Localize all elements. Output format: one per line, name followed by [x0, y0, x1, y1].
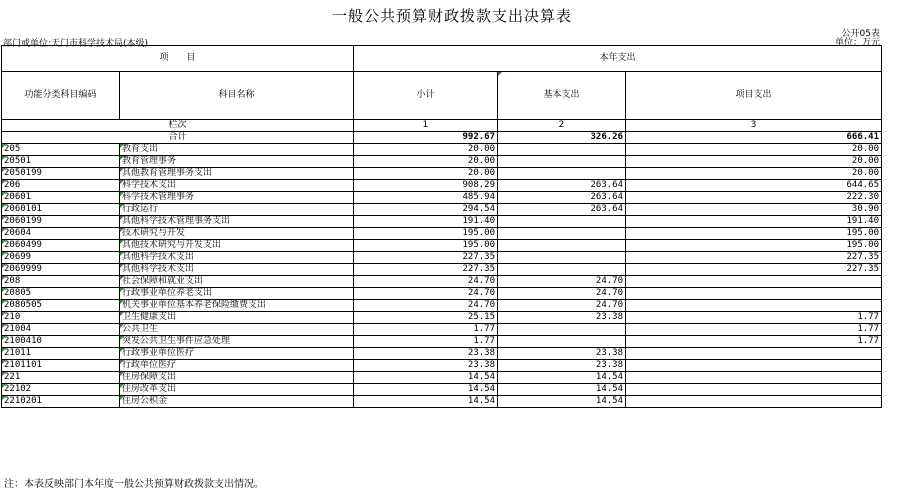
row-basic: 23.38 — [498, 348, 626, 360]
cell-marker — [120, 228, 124, 232]
row-code: 2069999 — [2, 264, 120, 276]
cell-marker — [120, 240, 124, 244]
cell-marker — [120, 348, 124, 352]
row-project: 191.40 — [626, 216, 882, 228]
cell-marker — [2, 384, 6, 388]
cell-marker — [2, 156, 6, 160]
row-basic — [498, 156, 626, 168]
header-expenditure: 本年支出 — [354, 46, 882, 72]
row-code: 206 — [2, 180, 120, 192]
row-project: 1.77 — [626, 312, 882, 324]
row-subject-name: 住房保障支出 — [120, 372, 354, 384]
total-label: 合计 — [2, 132, 354, 144]
cell-marker — [2, 372, 6, 376]
row-code: 20604 — [2, 228, 120, 240]
col-index-2: 2 — [498, 120, 626, 132]
cell-marker — [120, 288, 124, 292]
table-row — [2, 288, 882, 300]
row-project: 227.35 — [626, 264, 882, 276]
cell-marker — [120, 360, 124, 364]
unit-label: 单位：万元 — [834, 38, 880, 48]
table-row — [2, 336, 882, 348]
row-basic: 23.38 — [498, 360, 626, 372]
row-subject-name: 其他技术研究与开发支出 — [120, 240, 354, 252]
row-code: 21004 — [2, 324, 120, 336]
header-func-code: 功能分类科目编码 — [2, 72, 120, 120]
header-basic: 基本支出 — [498, 72, 626, 120]
row-code: 2101101 — [2, 360, 120, 372]
row-subject-name: 行政单位医疗 — [120, 360, 354, 372]
cell-marker — [120, 192, 124, 196]
cell-marker — [120, 168, 124, 172]
row-basic — [498, 144, 626, 156]
table-row — [2, 228, 882, 240]
row-code: 20501 — [2, 156, 120, 168]
row-subject-name: 教育管理事务 — [120, 156, 354, 168]
row-project — [626, 348, 882, 360]
row-subject-name: 卫生健康支出 — [120, 312, 354, 324]
row-project — [626, 372, 882, 384]
row-project — [626, 288, 882, 300]
row-subject-name: 公共卫生 — [120, 324, 354, 336]
row-subtotal: 14.54 — [354, 372, 498, 384]
row-subtotal: 195.00 — [354, 228, 498, 240]
cell-marker — [2, 216, 6, 220]
row-subtotal: 24.70 — [354, 300, 498, 312]
row-project — [626, 276, 882, 288]
cell-marker — [2, 348, 6, 352]
row-subject-name: 行政事业单位养老支出 — [120, 288, 354, 300]
row-subject-name: 住房改革支出 — [120, 384, 354, 396]
col-index-3: 3 — [626, 120, 882, 132]
row-project: 20.00 — [626, 156, 882, 168]
row-basic: 24.70 — [498, 300, 626, 312]
cell-marker — [2, 300, 6, 304]
row-subtotal: 485.94 — [354, 192, 498, 204]
row-basic: 263.64 — [498, 192, 626, 204]
row-subtotal: 24.70 — [354, 276, 498, 288]
row-subject-name: 技术研究与开发 — [120, 228, 354, 240]
cell-marker — [120, 300, 124, 304]
row-subject-name: 机关事业单位基本养老保险缴费支出 — [120, 300, 354, 312]
row-project: 30.90 — [626, 204, 882, 216]
row-subject-name: 其他科学技术支出 — [120, 264, 354, 276]
row-code: 20805 — [2, 288, 120, 300]
cell-marker — [120, 216, 124, 220]
header-subject-name: 科目名称 — [120, 72, 354, 120]
row-subject-name: 其他教育管理事务支出 — [120, 168, 354, 180]
table-row — [2, 204, 882, 216]
row-subject-name: 行政运行 — [120, 204, 354, 216]
row-code: 2100410 — [2, 336, 120, 348]
table-row — [2, 396, 882, 408]
table-row — [2, 276, 882, 288]
table-row — [2, 144, 882, 156]
row-basic: 14.54 — [498, 372, 626, 384]
row-subject-name: 社会保障和就业支出 — [120, 276, 354, 288]
table-row — [2, 312, 882, 324]
row-basic: 14.54 — [498, 396, 626, 408]
cell-marker — [2, 336, 6, 340]
row-project: 1.77 — [626, 336, 882, 348]
row-basic: 24.70 — [498, 288, 626, 300]
row-subtotal: 191.40 — [354, 216, 498, 228]
row-basic — [498, 216, 626, 228]
row-basic: 23.38 — [498, 312, 626, 324]
cell-marker — [2, 180, 6, 184]
cell-marker — [120, 372, 124, 376]
row-code: 2050199 — [2, 168, 120, 180]
row-subject-name: 其他科学技术管理事务支出 — [120, 216, 354, 228]
row-project — [626, 300, 882, 312]
header-project: 项目支出 — [626, 72, 882, 120]
row-subtotal: 14.54 — [354, 396, 498, 408]
row-subject-name: 科学技术支出 — [120, 180, 354, 192]
row-subject-name: 住房公积金 — [120, 396, 354, 408]
row-subject-name: 突发公共卫生事件应急处理 — [120, 336, 354, 348]
cell-marker — [2, 144, 6, 148]
table-row — [2, 252, 882, 264]
row-project — [626, 396, 882, 408]
expenditure-table — [1, 45, 882, 408]
row-project: 227.35 — [626, 252, 882, 264]
row-code: 2060199 — [2, 216, 120, 228]
cell-marker — [120, 252, 124, 256]
row-subject-name: 其他科学技术支出 — [120, 252, 354, 264]
row-subtotal: 1.77 — [354, 324, 498, 336]
cell-marker — [2, 168, 6, 172]
row-subtotal: 195.00 — [354, 240, 498, 252]
row-project: 195.00 — [626, 228, 882, 240]
table-title: 一般公共预算财政拨款支出决算表 — [331, 7, 572, 25]
row-code: 20699 — [2, 252, 120, 264]
row-subtotal: 23.38 — [354, 348, 498, 360]
row-basic: 263.64 — [498, 180, 626, 192]
table-row — [2, 384, 882, 396]
table-row — [2, 360, 882, 372]
row-project: 20.00 — [626, 144, 882, 156]
table-row — [2, 372, 882, 384]
row-project — [626, 384, 882, 396]
row-code: 205 — [2, 144, 120, 156]
row-basic — [498, 336, 626, 348]
row-subtotal: 294.54 — [354, 204, 498, 216]
total-row — [2, 132, 882, 144]
cell-marker — [2, 276, 6, 280]
row-subtotal: 227.35 — [354, 252, 498, 264]
cell-marker — [120, 156, 124, 160]
cell-marker — [2, 312, 6, 316]
row-subtotal: 25.15 — [354, 312, 498, 324]
total-project: 666.41 — [626, 132, 882, 144]
row-subtotal: 20.00 — [354, 168, 498, 180]
table-row — [2, 240, 882, 252]
row-code: 21011 — [2, 348, 120, 360]
cell-marker — [120, 384, 124, 388]
row-project: 1.77 — [626, 324, 882, 336]
cell-marker — [120, 204, 124, 208]
row-code: 20601 — [2, 192, 120, 204]
row-subtotal: 20.00 — [354, 156, 498, 168]
row-subtotal: 23.38 — [354, 360, 498, 372]
cell-marker — [2, 264, 6, 268]
table-row — [2, 156, 882, 168]
cell-marker — [2, 360, 6, 364]
table-row — [2, 180, 882, 192]
row-code: 221 — [2, 372, 120, 384]
cell-marker — [2, 204, 6, 208]
header-subtotal: 小计 — [354, 72, 498, 120]
row-code: 208 — [2, 276, 120, 288]
row-subtotal: 908.29 — [354, 180, 498, 192]
row-project: 644.65 — [626, 180, 882, 192]
row-basic — [498, 324, 626, 336]
cell-marker — [2, 252, 6, 256]
cell-marker — [2, 228, 6, 232]
row-subtotal: 1.77 — [354, 336, 498, 348]
row-subtotal: 227.35 — [354, 264, 498, 276]
form-code: 公开05表 — [841, 29, 880, 39]
row-project: 20.00 — [626, 168, 882, 180]
row-basic — [498, 168, 626, 180]
row-basic — [498, 228, 626, 240]
cell-marker — [498, 72, 502, 76]
table-row — [2, 348, 882, 360]
cell-marker — [2, 288, 6, 292]
row-basic — [498, 252, 626, 264]
row-code: 2060101 — [2, 204, 120, 216]
col-index-label: 栏次 — [2, 120, 354, 132]
row-subject-name: 教育支出 — [120, 144, 354, 156]
footnote: 注：本表反映部门本年度一般公共预算财政拨款支出情况。 — [4, 479, 264, 490]
row-subtotal: 24.70 — [354, 288, 498, 300]
table-row — [2, 264, 882, 276]
cell-marker — [120, 336, 124, 340]
cell-marker — [2, 192, 6, 196]
table-row — [2, 192, 882, 204]
row-subject-name: 行政事业单位医疗 — [120, 348, 354, 360]
total-subtotal: 992.67 — [354, 132, 498, 144]
col-index-1: 1 — [354, 120, 498, 132]
cell-marker — [120, 144, 124, 148]
cell-marker — [2, 240, 6, 244]
cell-marker — [120, 324, 124, 328]
row-code: 22102 — [2, 384, 120, 396]
cell-marker — [120, 276, 124, 280]
row-subject-name: 科学技术管理事务 — [120, 192, 354, 204]
row-subtotal: 14.54 — [354, 384, 498, 396]
cell-marker — [120, 312, 124, 316]
row-code: 2210201 — [2, 396, 120, 408]
cell-marker — [120, 396, 124, 400]
table-row — [2, 324, 882, 336]
row-basic: 24.70 — [498, 276, 626, 288]
cell-marker — [120, 264, 124, 268]
row-project: 195.00 — [626, 240, 882, 252]
row-project — [626, 360, 882, 372]
cell-marker — [2, 324, 6, 328]
table-row — [2, 300, 882, 312]
table-row — [2, 216, 882, 228]
row-project: 222.30 — [626, 192, 882, 204]
row-code: 2060499 — [2, 240, 120, 252]
department-label: 部门或单位:天门市科学技术局(本级) — [3, 39, 149, 49]
row-basic — [498, 240, 626, 252]
row-subtotal: 20.00 — [354, 144, 498, 156]
row-basic — [498, 264, 626, 276]
row-code: 2080505 — [2, 300, 120, 312]
row-code: 210 — [2, 312, 120, 324]
row-basic: 14.54 — [498, 384, 626, 396]
total-basic: 326.26 — [498, 132, 626, 144]
table-row — [2, 168, 882, 180]
row-basic: 263.64 — [498, 204, 626, 216]
cell-marker — [2, 396, 6, 400]
cell-marker — [120, 180, 124, 184]
header-item: 项 目 — [2, 46, 354, 72]
